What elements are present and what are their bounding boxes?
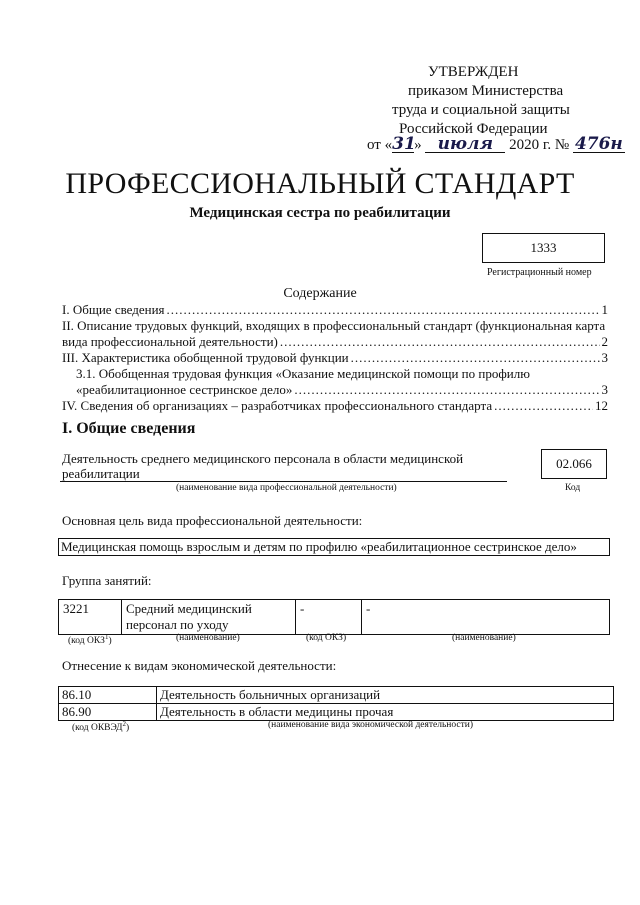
okved-name-caption: (наименование вида экономической деятельности) (268, 720, 473, 730)
goal-label: Основная цель вида профессиональной деятельности: (62, 513, 363, 528)
okz-code-1: 3221 (59, 600, 122, 635)
okved-code: 86.10 (59, 687, 157, 704)
date-month: июля (425, 136, 505, 153)
registration-label: Регистрационный номер (487, 267, 592, 278)
okz-code-caption-2: (код ОКЗ) (306, 633, 347, 643)
table-row (59, 687, 614, 704)
approval-line-2: приказом Министерства (408, 83, 564, 99)
toc-item[interactable]: 3.1. Обобщенная трудовая функция «Оказание медицинской помощи по профилю (76, 366, 530, 381)
date-day: 31 (392, 134, 416, 154)
approval-date-line (367, 136, 625, 154)
activity-name-line-1: Деятельность среднего медицинского персонала в области медицинской (62, 451, 464, 466)
order-number: 476н (573, 136, 625, 153)
econ-label: Отнесение к видам экономической деятельности: (62, 658, 337, 673)
toc-item[interactable]: III. Характеристика обобщенной трудовой функции ..... 3 (62, 350, 608, 366)
group-label: Группа занятий: (62, 573, 152, 588)
approval-title: УТВЕРЖДЕН (428, 64, 519, 80)
approval-line-3: труда и социальной защиты (392, 102, 570, 118)
okz-name-caption-2: (наименование) (452, 633, 516, 643)
okz-code-2: - (296, 600, 362, 635)
okved-name: Деятельность в области медицины прочая (157, 704, 614, 721)
toc-item[interactable]: «реабилитационное сестринское дело» ..... 3 (76, 382, 608, 398)
section-title: I. Общие сведения (62, 420, 196, 437)
date-mid: » (414, 137, 422, 153)
goal-text-box: Медицинская помощь взрослым и детям по профилю «реабилитационное сестринское дело» (58, 538, 610, 556)
code-label: Код (565, 483, 581, 493)
activity-caption: (наименование вида профессиональной деятельности) (176, 483, 397, 493)
date-prefix: от « (367, 137, 393, 153)
toc-item[interactable]: II. Описание трудовых функций, входящих в профессиональный стандарт (функциональная карта (62, 318, 606, 333)
okved-name: Деятельность больничных организаций (157, 687, 614, 704)
activity-code-box: 02.066 (541, 449, 607, 479)
okz-name-1: Средний медицинский персонал по уходу (122, 600, 296, 635)
okved-code: 86.90 (59, 704, 157, 721)
okz-name-caption: (наименование) (176, 633, 240, 643)
okved-code-caption: (код ОКВЭД$^2$) (72, 720, 130, 734)
registration-number-box: 1333 (482, 233, 605, 263)
document-title: ПРОФЕССИОНАЛЬНЫЙ СТАНДАРТ (65, 167, 575, 200)
okz-name-2: - (362, 600, 610, 635)
approval-line-4: Российской Федерации (399, 121, 548, 137)
okz-code-caption: (код ОКЗ$^1$) (68, 633, 112, 647)
toc-item[interactable]: IV. Сведения об организациях – разработчиках профессионального стандарта ..... 12 (62, 398, 608, 414)
date-year: 2020 г. № (509, 137, 570, 153)
econ-activity-table (58, 686, 614, 721)
activity-underline (60, 481, 507, 482)
occupation-group-table (58, 599, 610, 635)
approval-block (380, 63, 640, 139)
toc-item[interactable]: I. Общие сведения ..... 1 (62, 302, 608, 318)
toc-heading: Содержание (283, 286, 357, 301)
toc-item[interactable]: вида профессиональной деятельности) ..... 2 (62, 334, 608, 350)
document-subtitle: Медицинская сестра по реабилитации (189, 205, 451, 221)
table-row (59, 704, 614, 721)
activity-name-line-2: реабилитации (62, 466, 140, 481)
